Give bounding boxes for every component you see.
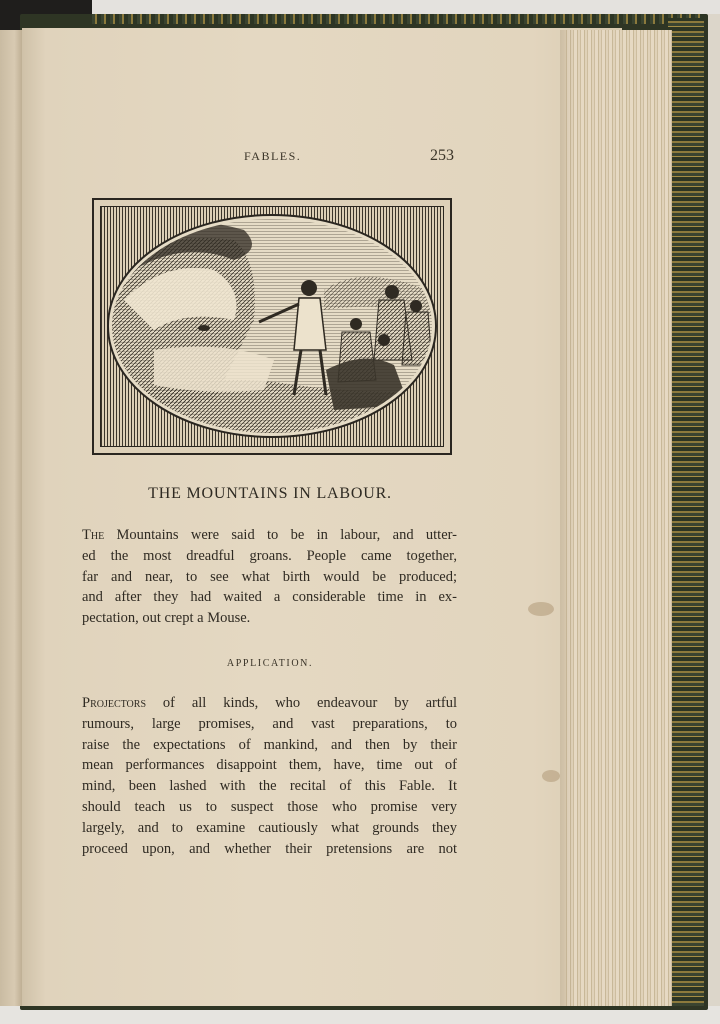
fable-title: THE MOUNTAINS IN LABOUR. <box>148 485 392 502</box>
application-heading: APPLICATION. <box>226 658 314 669</box>
text-line: mean performances disappoint them, have, time out of <box>82 757 457 774</box>
text-line: pectation, out crept a Mouse. <box>82 610 251 627</box>
page-number: 253 <box>430 147 454 164</box>
text-line <box>82 525 457 546</box>
facing-page-edge <box>0 30 24 1006</box>
text-line <box>82 693 457 714</box>
drop-lead-word: Projectors <box>82 695 147 711</box>
foxing-stain <box>542 770 560 782</box>
fable-text <box>82 525 457 629</box>
text-line: rumours, large promises, and vast preparations, to <box>82 715 457 732</box>
text-line-rest: of all kinds, who endeavour by artful <box>146 695 457 711</box>
text-line: largely, and to examine cautiously what grounds they <box>82 819 457 836</box>
foxing-stain <box>528 602 554 616</box>
page-fore-shadow <box>560 30 574 1006</box>
cover-gilt-edge <box>668 18 704 1006</box>
text-line-rest: Mountains were said to be in labour, and utter- <box>104 527 457 543</box>
backdrop-top <box>92 0 720 14</box>
text-line: mind, been lashed with the recital of this Fable. It <box>82 778 457 795</box>
text-line: ed the most dreadful groans. People came together, <box>82 547 457 564</box>
mouse-figure <box>198 325 210 331</box>
text-line: raise the expectations of mankind, and then by their <box>82 736 457 753</box>
cover-gilt-top <box>92 14 704 24</box>
woodcut-illustration <box>92 198 452 455</box>
text-line: and after they had waited a considerable time in ex- <box>82 589 457 606</box>
application-text <box>82 693 457 859</box>
text-line: proceed upon, and whether their pretensions are not <box>82 840 457 857</box>
text-line: should teach us to suspect those who promise very <box>82 798 457 815</box>
woodcut-scene <box>94 200 450 453</box>
running-head: FABLES. <box>244 149 302 163</box>
text-line: far and near, to see what birth would be produced; <box>82 568 457 585</box>
drop-lead-word: The <box>82 527 105 543</box>
page-fore-edge <box>564 30 672 1006</box>
